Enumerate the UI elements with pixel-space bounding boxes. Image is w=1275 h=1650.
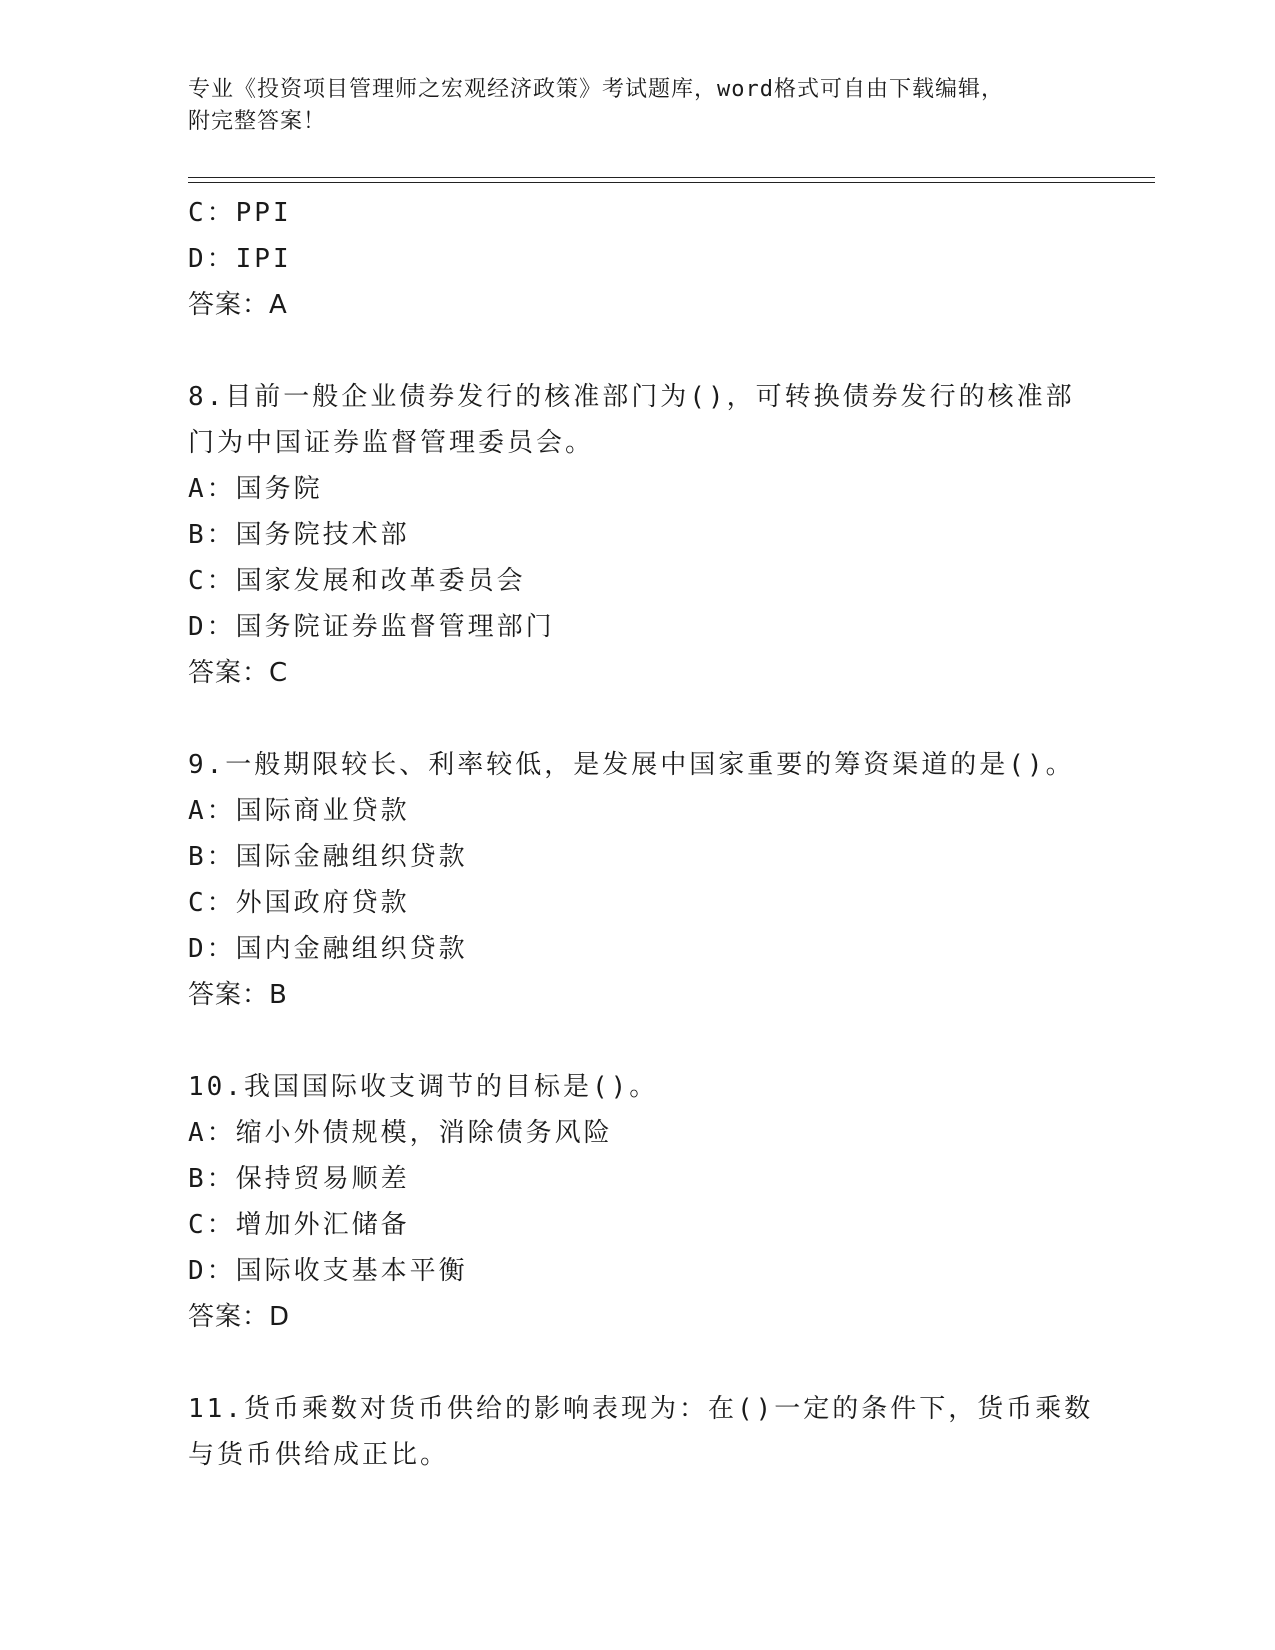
option-a: A：国际商业贷款	[188, 796, 410, 826]
option-b: B：保持贸易顺差	[188, 1164, 410, 1194]
question-stem: 8.目前一般企业债券发行的核准部门为()，可转换债券发行的核准部	[188, 382, 1075, 412]
question-list	[188, 190, 1094, 1478]
header-line-1: 专业《投资项目管理师之宏观经济政策》考试题库，word格式可自由下载编辑，	[188, 77, 1004, 102]
answer: 答案：A	[188, 290, 288, 320]
option-d: D：国务院证券监督管理部门	[188, 612, 555, 642]
question-stem: 11.货币乘数对货币供给的影响表现为：在()一定的条件下，货币乘数	[188, 1394, 1094, 1424]
option-b: B：国务院技术部	[188, 520, 410, 550]
spacer	[188, 1340, 1088, 1386]
question-stem-cont: 门为中国证券监督管理委员会。	[188, 428, 595, 458]
option-d: D：国内金融组织贷款	[188, 934, 468, 964]
question-stem: 9.一般期限较长、利率较低，是发展中国家重要的筹资渠道的是()。	[188, 750, 1075, 780]
option-d: D：国际收支基本平衡	[188, 1256, 468, 1286]
question-stem: 10.我国国际收支调节的目标是()。	[188, 1072, 659, 1102]
spacer	[188, 696, 1088, 742]
header-divider	[188, 177, 1155, 183]
question-7-tail	[188, 190, 1088, 328]
option-c: C：增加外汇储备	[188, 1210, 410, 1240]
question-9	[188, 742, 1088, 1018]
question-8	[188, 374, 1088, 696]
question-stem-cont: 与货币供给成正比。	[188, 1440, 450, 1470]
answer: 答案：B	[188, 980, 288, 1010]
spacer	[188, 328, 1088, 374]
option-a: A：缩小外债规模，消除债务风险	[188, 1118, 613, 1148]
option-c: C：PPI	[188, 198, 292, 228]
option-c: C：国家发展和改革委员会	[188, 566, 526, 596]
header-line-2: 附完整答案！	[188, 109, 327, 134]
document-header	[188, 74, 1088, 138]
spacer	[188, 1018, 1088, 1064]
option-d: D：IPI	[188, 244, 292, 274]
answer: 答案：D	[188, 1302, 291, 1332]
option-c: C：外国政府贷款	[188, 888, 410, 918]
question-11	[188, 1386, 1094, 1478]
question-10	[188, 1064, 1088, 1340]
option-b: B：国际金融组织贷款	[188, 842, 468, 872]
answer: 答案：C	[188, 658, 289, 688]
option-a: A：国务院	[188, 474, 323, 504]
